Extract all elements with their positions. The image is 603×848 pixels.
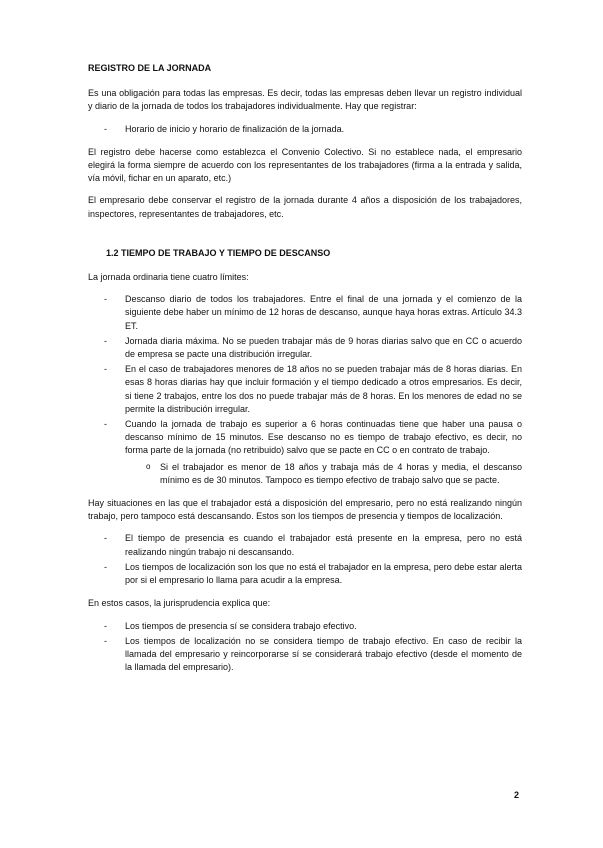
sublist-item: o Si el trabajador es menor de 18 años y trabaja más de 4 horas y media, el descanso mínimo es de 30 minutos. Tampoco es tiempo efectivo de trabajo salvo que se pacte.	[125, 461, 522, 487]
list-item: - Los tiempos de localización no se considera tiempo de trabajo efectivo. En caso de recibir la llamada del empresario y reincorporarse sí se considerará trabajo efectivo (desde el momento de la llamada del empresario).	[88, 635, 522, 675]
paragraph-conservar: El empresario debe conservar el registro de la jornada durante 4 años a disposición de los trabajadores, inspectores, representantes de trabajadores, etc.	[88, 195, 522, 219]
list-item: - Jornada diaria máxima. No se pueden trabajar más de 9 horas diarias salvo que en CC o acuerdo de empresa se pacte una distribución irregular.	[88, 335, 522, 361]
list-item-with-sublist	[88, 418, 522, 487]
list-item: - Los tiempos de presencia sí se considera trabajo efectivo.	[88, 620, 522, 633]
list-item-text: Cuando la jornada de trabajo es superior a 6 horas continuadas tiene que haber una pausa o descanso mínimo de 15 minutos. Ese descanso no es tiempo de trabajo efectivo, es decir, no forma parte de la jornada (no retribuido) salvo que se pacte en CC o en contrato de trabajo.	[125, 419, 522, 456]
sublist-menores	[125, 461, 522, 487]
section-heading-tiempo: 1.2 TIEMPO DE TRABAJO Y TIEMPO DE DESCANSO	[106, 247, 331, 258]
list-tiempos	[88, 532, 522, 587]
paragraph-obligacion: Es una obligación para todas las empresas. Es decir, todas las empresas deben llevar un registro individual y diario de la jornada de todos los trabajadores individualmente. Hay que registrar:	[88, 88, 522, 112]
paragraph-jurisprudencia: En estos casos, la jurisprudencia explica que:	[88, 598, 271, 609]
section-heading-registro: REGISTRO DE LA JORNADA	[88, 63, 212, 73]
list-item: - En el caso de trabajadores menores de 18 años no se pueden trabajar más de 8 horas diarias. En esas 8 horas diarias hay que incluir formación y el tiempo dedicado a otros empresarios. Es decir, si tiene 2 trabajos, entre los dos no puede trabajar más de 8 horas. En los menores de edad no se permite la distribución irregular.	[88, 363, 522, 416]
list-jurisprudencia	[88, 620, 522, 675]
document-page	[88, 62, 522, 684]
page-number: 2	[514, 790, 520, 800]
list-item: - Descanso diario de todos los trabajadores. Entre el final de una jornada y el comienzo de la siguiente debe haber un mínimo de 12 horas de descanso, aunque haya horas extras. Artículo 34.3 ET.	[88, 293, 522, 333]
paragraph-convenio: El registro debe hacerse como establezca el Convenio Colectivo. Si no establece nada, el empresario elegirá la forma siempre de acuerdo con los representantes de los trabajadores (firma a la entrada y salida, vía móvil, fichar en un aparato, etc.)	[88, 146, 522, 184]
list-registrar	[88, 123, 522, 136]
paragraph-situaciones: Hay situaciones en las que el trabajador está a disposición del empresario, pero no está realizando ningún trabajo, pero tampoco está descansando. Estos son los tiempos de presencia y tiempos de localización.	[88, 498, 522, 522]
list-item: - Los tiempos de localización son los que no está el trabajador en la empresa, pero debe estar alerta por si el empresario lo llama para acudir a la empresa.	[88, 561, 522, 587]
list-item: - Horario de inicio y horario de finalización de la jornada.	[88, 123, 522, 136]
list-limites	[88, 293, 522, 487]
list-item: - El tiempo de presencia es cuando el trabajador está presente en la empresa, pero no está realizando ningún trabajo ni descansando.	[88, 532, 522, 558]
paragraph-limites-intro: La jornada ordinaria tiene cuatro límites:	[88, 272, 249, 283]
